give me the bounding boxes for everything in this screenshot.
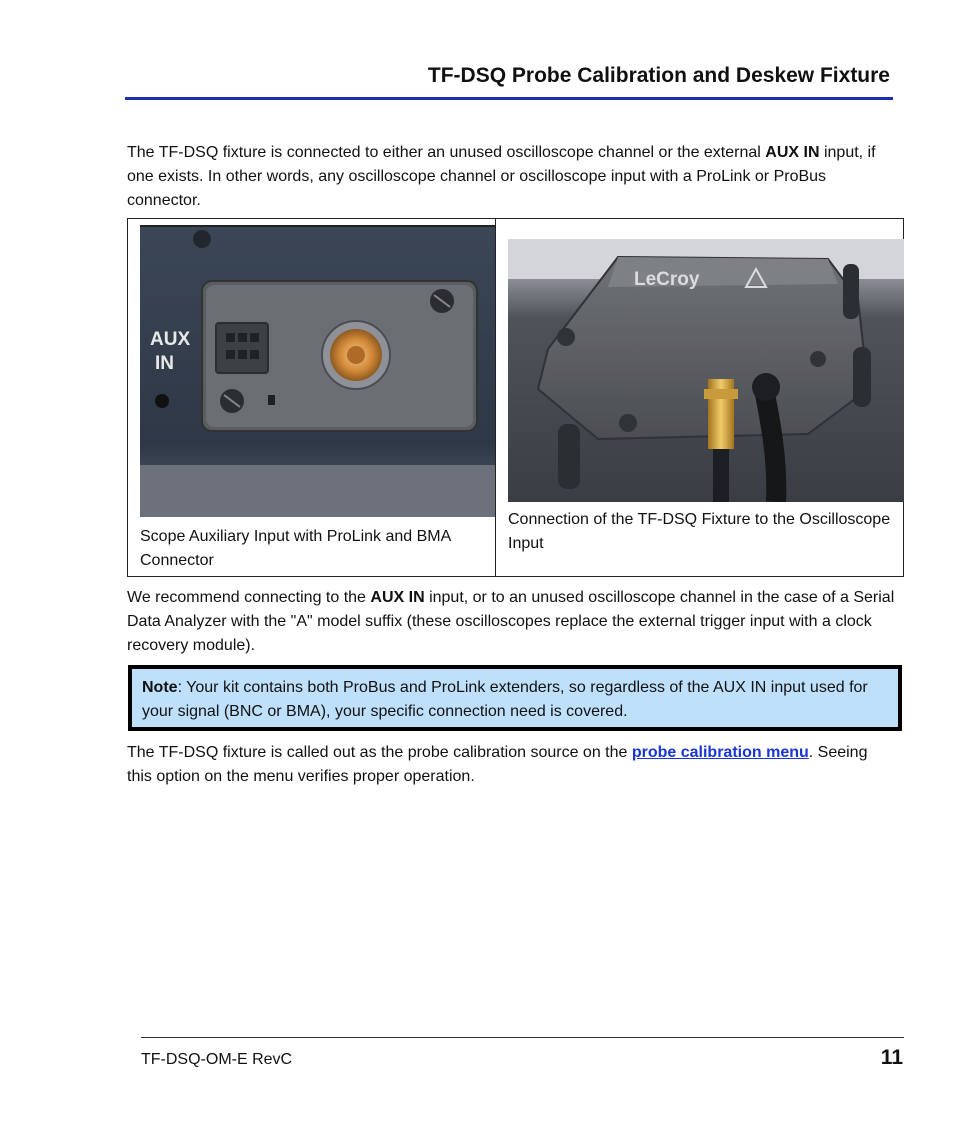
aux-panel-label-2: IN bbox=[155, 353, 174, 374]
figure-cell-fixture-connection bbox=[508, 239, 904, 556]
page-number: 11 bbox=[880, 1046, 903, 1069]
recommend-bold-aux-in: AUX IN bbox=[370, 589, 425, 606]
intro-bold-aux-in: AUX IN bbox=[765, 144, 820, 161]
recommend-paragraph bbox=[127, 586, 895, 658]
footer-doc-id: TF-DSQ-OM-E RevC bbox=[141, 1051, 293, 1068]
header-rule bbox=[125, 97, 893, 100]
fixture-connection-photo bbox=[508, 239, 904, 502]
page-header-title: TF-DSQ Probe Calibration and Deskew Fixture bbox=[427, 64, 890, 87]
lecroy-logo: LeCroy bbox=[634, 269, 700, 290]
recommend-text-2: input, or to an unused oscilloscope channel in the case of a Serial Data Analyzer with the "A" model suffix (these oscilloscopes replace the external trigger input with a clock recovery module). bbox=[127, 589, 895, 654]
figure-table bbox=[127, 218, 904, 577]
probe-calibration-menu-link[interactable]: probe calibration menu bbox=[631, 744, 809, 761]
calibration-paragraph bbox=[127, 741, 895, 789]
fixture-connection-caption: Connection of the TF-DSQ Fixture to the Oscilloscope Input bbox=[508, 511, 891, 552]
note-text: : Your kit contains both ProBus and ProLink extenders, so regardless of the AUX IN input used for your signal (BNC or BMA), your specific connection need is covered. bbox=[142, 679, 868, 720]
footer-rule bbox=[141, 1037, 904, 1038]
recommend-text-1: We recommend connecting to the bbox=[127, 589, 371, 606]
aux-input-photo bbox=[140, 225, 495, 517]
note-callout bbox=[128, 665, 902, 731]
calibration-text-1: The TF-DSQ fixture is called out as the probe calibration source on the bbox=[127, 744, 632, 761]
aux-input-caption: Scope Auxiliary Input with ProLink and BMA Connector bbox=[140, 528, 451, 569]
figure-table-divider bbox=[495, 219, 496, 576]
aux-panel-label-1: AUX bbox=[150, 329, 191, 350]
calibration-text-2: . Seeing this option on the menu verifies proper operation. bbox=[127, 744, 868, 785]
intro-text-2: input, if one exists. In other words, any oscilloscope channel or oscilloscope input with a ProLink or ProBus connector. bbox=[127, 144, 876, 209]
intro-text-1: The TF-DSQ fixture is connected to either an unused oscilloscope channel or the external bbox=[127, 144, 766, 161]
intro-paragraph bbox=[127, 141, 895, 213]
figure-cell-aux-input bbox=[140, 225, 495, 573]
note-label: Note bbox=[142, 679, 178, 696]
